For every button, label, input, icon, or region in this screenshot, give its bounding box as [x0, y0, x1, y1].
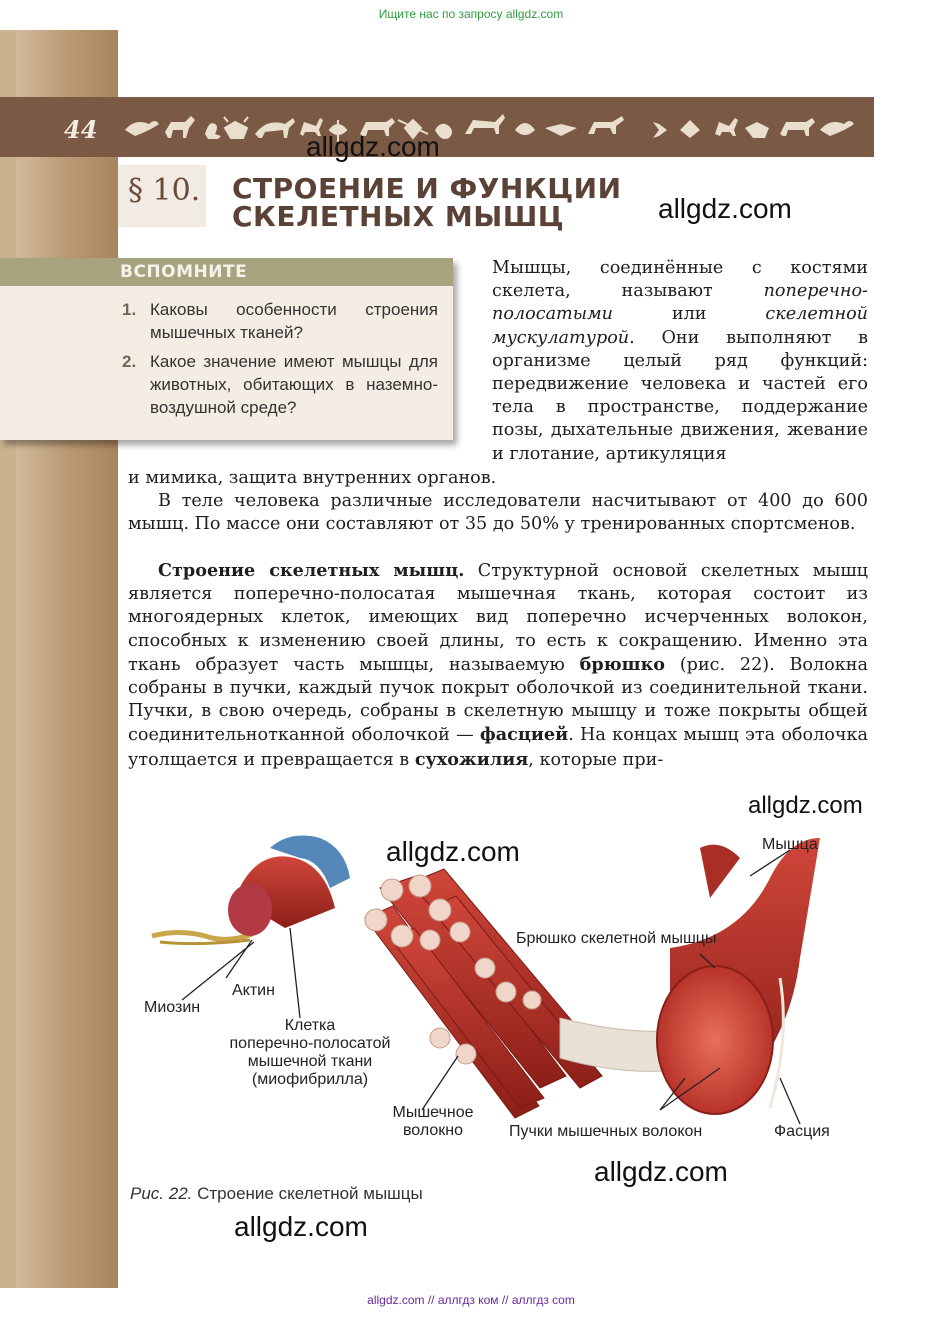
watermark: allgdz.com: [594, 1156, 728, 1187]
page-left-margin-strip: [0, 30, 118, 1288]
label-line: поперечно-полосатой: [229, 1035, 391, 1052]
text-run: , которые при-: [528, 749, 664, 770]
animal-silhouettes-icon: [120, 100, 860, 154]
figure-caption: [130, 1184, 423, 1204]
label-fiber-bundles: Пучки мышечных волокон: [509, 1123, 703, 1140]
page-number: 44: [64, 115, 98, 144]
text-run: или: [613, 304, 766, 325]
label-line: (миофибрилла): [251, 1071, 369, 1088]
term-bold: сухожилия: [414, 748, 529, 770]
label-myosin: Миозин: [144, 999, 201, 1016]
subheading: Строение скелетных мышц.: [158, 560, 465, 581]
label-fascia: Фасция: [774, 1123, 830, 1140]
text-run: Мышцы, соединённые с костями скелета, называют: [492, 258, 868, 302]
label-myofibril: [210, 1017, 410, 1089]
label-muscle-fiber: [383, 1104, 483, 1140]
term-italic: поперечно-полосатыми: [492, 281, 868, 325]
label-actin: Актин: [232, 982, 275, 999]
recall-question-2: [122, 350, 438, 419]
label-line: Клетка: [284, 1017, 336, 1034]
section-number: § 10.: [128, 173, 201, 208]
text-run: Структурной основой скелетных мышц является поперечно-полосатая мышечная ткань, которая состоит из многоядерных клеток, имеющих вид поперечно исчерченных волокон, способных к изменению своей длины, то есть к сокращению. Именно эта ткань образует часть мышцы, называемую: [128, 561, 868, 675]
paragraph-1-end: и мимика, защита внутренних органов.: [128, 468, 497, 488]
label-line: Мышечное: [392, 1104, 474, 1121]
term-bold: брюшко: [579, 653, 666, 675]
question-text: Каковы особенности строения мышечных тканей?: [150, 300, 438, 342]
question-number: 1.: [122, 300, 137, 319]
question-text: Какое значение имеют мышцы для животных, обитающих в наземно-воздушной среде?: [150, 352, 438, 417]
label-line: мышечной ткани: [247, 1053, 373, 1070]
search-hint: Ищите нас по запросу allgdz.com: [378, 7, 564, 21]
paragraph-2: В теле человека различные исследователи насчитывают от 400 до 600 мышц. По массе они составляют от 35 до 50% у тренированных спортсменов.: [128, 491, 868, 535]
watermark: allgdz.com: [234, 1211, 368, 1242]
footer-links[interactable]: allgdz.com // аллгдз ком // аллгдз com: [367, 1293, 575, 1307]
watermark: allgdz.com: [748, 792, 863, 819]
page-title-line-2: СКЕЛЕТНЫХ МЫШЦ: [232, 200, 565, 233]
label-line: волокно: [402, 1122, 463, 1139]
text-run: . Они выполняют в организме целый ряд функций: передвижение человека и частей его тела в пространстве, поддержание позы, дыхательные движения, жевание и глотание, артикуляция: [492, 327, 868, 464]
watermark: allgdz.com: [658, 193, 792, 224]
page-title-line-1: СТРОЕНИЕ И ФУНКЦИИ: [232, 172, 622, 205]
page-title: [232, 172, 652, 233]
term-italic: скелетной мускулатурой: [492, 304, 868, 348]
recall-heading: ВСПОМНИТЕ: [120, 262, 248, 282]
term-bold: фасцией: [479, 724, 569, 746]
text-run: (рис. 22). Волокна собраны в пучки, каждый пучок покрыт оболочкой из соединительной ткани. Пучки, в свою очередь, собраны в скелетную мышцу и тоже покрыты общей соединительнотканной оболочкой —: [128, 654, 868, 746]
recall-question-1: [122, 298, 438, 344]
page-left-edge: [0, 30, 16, 1288]
question-number: 2.: [122, 352, 137, 371]
paragraph-1-right: [492, 257, 868, 466]
watermark: allgdz.com: [386, 836, 520, 867]
paragraph-3: [128, 559, 868, 772]
label-muscle: Мышца: [762, 836, 818, 853]
label-muscle-belly: Брюшко скелетной мышцы: [516, 930, 717, 947]
caption-text: Строение скелетной мышцы: [192, 1184, 423, 1203]
text-run: . На концах мышц эта оболочка утолщается и превращается в: [128, 725, 868, 770]
caption-prefix: Рис. 22.: [130, 1184, 193, 1203]
watermark: allgdz.com: [306, 131, 440, 162]
